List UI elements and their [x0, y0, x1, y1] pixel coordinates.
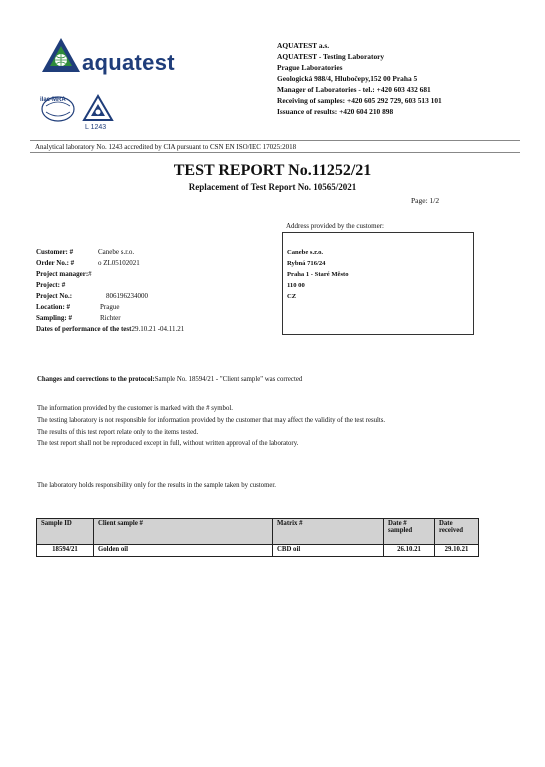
header-divider — [30, 152, 520, 153]
company-line: AQUATEST - Testing Laboratory — [277, 52, 385, 61]
col-date-received: Date received — [435, 519, 479, 545]
sampling-value: Richter — [100, 314, 121, 322]
company-line: Issuance of results: +420 604 210 898 — [277, 107, 394, 116]
samples-table — [36, 518, 479, 557]
changes-label: Changes and corrections to the protocol: — [37, 376, 155, 383]
note-line: The information provided by the customer is marked with the # symbol. — [37, 405, 233, 412]
page-number: Page: 1/2 — [411, 196, 440, 205]
address-line: Canebe s.r.o. — [287, 249, 324, 256]
customer-address — [287, 247, 349, 302]
col-matrix: Matrix # — [273, 519, 384, 545]
address-line: Praha 1 - Staré Město — [287, 271, 349, 278]
company-line: Receiving of samples: +420 605 292 729, 603 513 101 — [277, 96, 442, 105]
changes-note — [37, 376, 302, 383]
aquatest-logo-icon — [40, 36, 82, 76]
notes — [37, 403, 477, 450]
note-line: The results of this test report relate only to the items tested. — [37, 428, 199, 436]
dates-label: Dates of performance of the test — [36, 325, 132, 333]
project-label: Project: # — [36, 281, 66, 289]
project-no-value: 806196234000 — [106, 292, 148, 300]
changes-text: Sample No. 18594/21 - "Client sample" was corrected — [154, 376, 303, 383]
project-manager-label: Project manager: — [36, 270, 89, 278]
company-line: Prague Laboratories — [277, 63, 343, 72]
ilac-mra-label: ilac-MRA — [40, 97, 66, 103]
responsibility-note: The laboratory holds responsibility only for the results in the sample taken by customer. — [37, 482, 276, 489]
customer-label: Customer: # — [36, 248, 74, 256]
accreditation-statement: Analytical laboratory No. 1243 accredited by CIA pursuant to CSN EN ISO/IEC 17025:2018 — [35, 143, 297, 151]
cell-date-received: 29.10.21 — [435, 545, 479, 557]
note-line: The test report shall not be reproduced except in full, without written approval of the laboratory. — [37, 440, 299, 448]
location-label: Location: # — [36, 303, 71, 311]
company-line: Geologická 988/4, Hlubočepy,152 00 Praha 5 — [277, 74, 418, 83]
customer-info — [36, 247, 184, 335]
accreditation-number: L 1243 — [85, 124, 107, 131]
col-client-sample: Client sample # — [94, 519, 273, 545]
logo-wordmark: aquatest — [82, 50, 175, 75]
cell-sample-id: 18594/21 — [37, 545, 94, 557]
table-header-row — [37, 519, 479, 545]
cell-date-sampled: 26.10.21 — [384, 545, 435, 557]
order-label: Order No.: # — [36, 259, 75, 267]
location-value: Prague — [100, 303, 120, 311]
header-divider — [30, 140, 520, 141]
address-line: Rybná 716/24 — [287, 260, 326, 267]
address-line: CZ — [287, 293, 297, 300]
cia-accreditation-icon — [82, 94, 114, 124]
company-line: Manager of Laboratories - tel.: +420 603 432 681 — [277, 85, 431, 94]
company-line: AQUATEST a.s. — [277, 41, 330, 50]
address-line: 110 00 — [287, 282, 305, 289]
address-caption: Address provided by the customer: — [286, 222, 384, 230]
col-sample-id: Sample ID — [37, 519, 94, 545]
project-no-label: Project No.: — [36, 292, 73, 300]
table-row — [37, 545, 479, 557]
order-value: o ZL05102021 — [98, 259, 140, 267]
col-date-sampled: Date # sampled — [384, 519, 435, 545]
report-title: TEST REPORT No.11252/21 — [173, 162, 372, 179]
note-line: The testing laboratory is not responsible for information provided by the customer that may affect the validity of the test results. — [37, 416, 386, 424]
cell-matrix: CBD oil — [273, 545, 384, 557]
customer-value: Canebe s.r.o. — [98, 248, 135, 256]
dates-value: 29.10.21 -04.11.21 — [131, 325, 185, 333]
sampling-label: Sampling: # — [36, 314, 72, 322]
project-manager-value: # — [88, 270, 92, 278]
report-subtitle: Replacement of Test Report No. 10565/2021 — [188, 182, 357, 192]
company-address-block — [277, 40, 442, 117]
cell-client-sample: Golden oil — [94, 545, 273, 557]
